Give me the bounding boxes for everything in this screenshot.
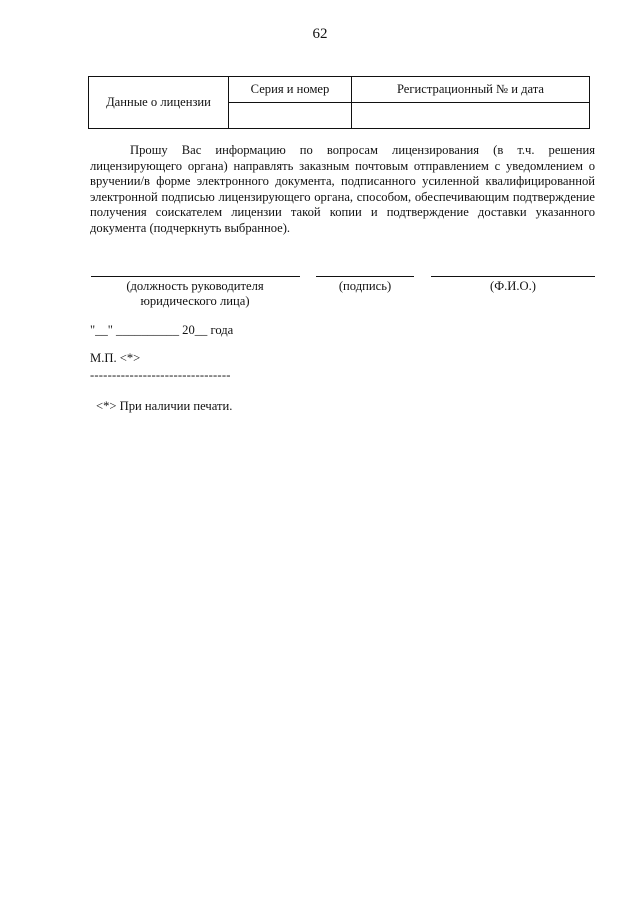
license-data-header: Данные о лицензии [89,77,229,129]
name-label: (Ф.И.О.) [490,279,536,293]
position-label: (должность руководителя юридического лица) [126,279,264,308]
name-signature-line [431,276,595,277]
registration-number-date-cell[interactable] [352,103,590,129]
page-number: 62 [312,26,328,42]
series-number-header: Серия и номер [229,77,352,103]
footnote: <*> При наличии печати. [96,399,233,413]
table-header-row [89,77,590,103]
position-signature-line [91,276,300,277]
registration-number-date-header: Регистрационный № и дата [352,77,590,103]
date-line: "__" __________ 20__ года [90,323,234,337]
signature-line [316,276,414,277]
footnote-separator: -------------------------------- [90,368,231,382]
series-number-cell[interactable] [229,103,352,129]
signature-label: (подпись) [338,279,392,293]
seal-label: М.П. <*> [90,351,141,365]
request-paragraph: Прошу Вас информацию по вопросам лицензирования (в т.ч. решения лицензирующего органа) направлять заказным почтовым отправлением с уведомлением о вручении/в форме электронного документа, подписанного усиленной квалифицированной электронной подписью лицензирующего органа, способом, обеспечивающим подтверждение получения соискателем лицензии такой копии и подтверждение доставки указанного документа (подчеркнуть выбранное). [90,143,595,235]
license-data-table [88,76,590,129]
